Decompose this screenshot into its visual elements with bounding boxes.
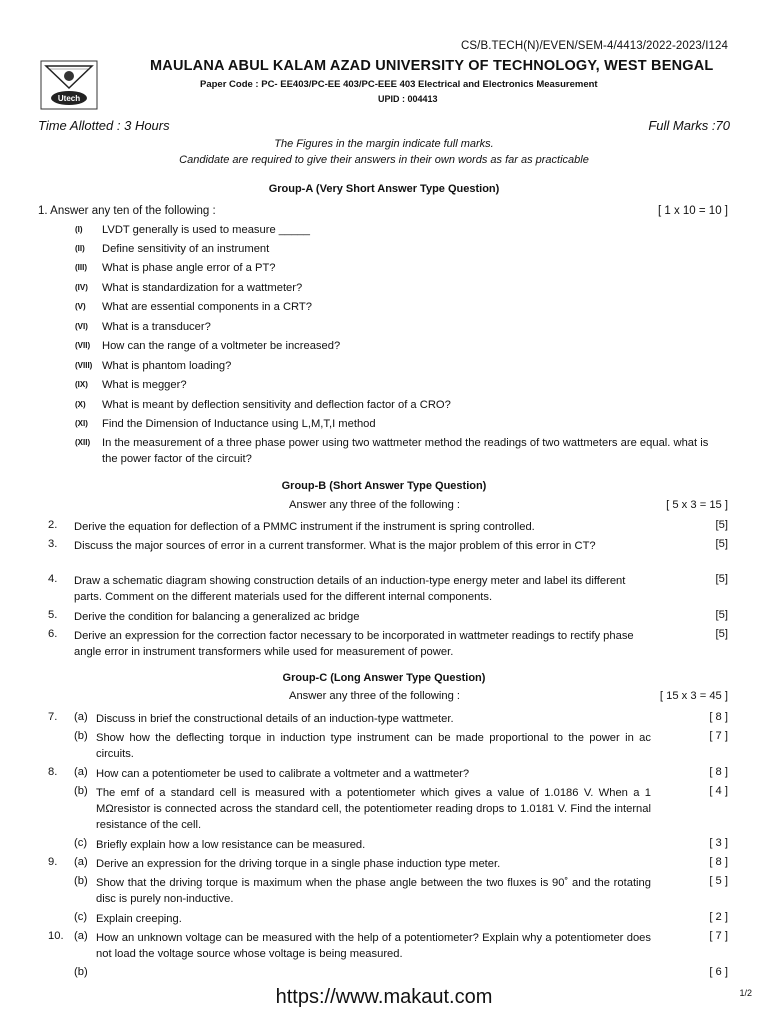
question-text: Draw a schematic diagram showing construction details of an induction-type energy meter and label its different parts. Comment on the different materials used for the different internal components.	[74, 575, 626, 603]
part-text: Show that the driving torque is maximum when the phase angle between the two fluxes is 90˚ and the rotating disc is purely non-inductive.	[96, 877, 651, 905]
part-marks: [ 4 ]	[709, 785, 728, 797]
sub-question-text: Define sensitivity of an instrument	[102, 243, 270, 255]
sub-question-text: Find the Dimension of Inductance using L,M,T,I method	[102, 418, 376, 430]
part-text: Derive an expression for the driving torque in a single phase induction type meter.	[96, 858, 501, 870]
question-marks: [5]	[715, 519, 728, 531]
question-1-marks: [ 1 x 10 = 10 ]	[657, 205, 728, 217]
part-marks: [ 7 ]	[709, 930, 728, 942]
sub-question-number: (XII)	[75, 438, 91, 447]
group-c-title: Group-C (Long Answer Type Question)	[282, 672, 486, 684]
group-c-instruction: Answer any three of the following :	[289, 690, 461, 702]
part-label: (a)	[74, 711, 88, 723]
part-label: (b)	[74, 730, 88, 742]
question-text: Derive the equation for deflection of a PMMC instrument if the instrument is spring controlled.	[74, 521, 535, 533]
part-label: (b)	[74, 875, 88, 887]
group-a-title: Group-A (Very Short Answer Type Question)	[268, 183, 500, 195]
question-marks: [5]	[715, 609, 728, 621]
question-marks: [5]	[715, 573, 728, 585]
part-label: (a)	[74, 856, 88, 868]
question-text: Discuss the major sources of error in a current transformer. What is the major problem of this error in CT?	[74, 540, 596, 552]
part-text: The emf of a standard cell is measured with a potentiometer which gives a value of 1.0186 V. When a 1 MΩresistor is connected across the standard cell, the potentiometer reading drops to 1.0181 V. Find the internal resistance of the cell.	[96, 787, 651, 831]
group-b-title: Group-B (Short Answer Type Question)	[281, 480, 487, 492]
question-number: 9.	[48, 856, 58, 868]
part-marks: [ 2 ]	[709, 911, 728, 923]
time-allotted: Time Allotted : 3 Hours	[38, 118, 170, 133]
part-label: (b)	[74, 966, 88, 978]
group-b-marks: [ 5 x 3 = 15 ]	[666, 499, 728, 511]
instruction-own-words: Candidate are required to give their answers in their own words as far as practicable	[179, 154, 589, 166]
part-label: (a)	[74, 766, 88, 778]
question-number: 7.	[48, 711, 58, 723]
sub-question-text: How can the range of a voltmeter be increased?	[102, 340, 341, 352]
part-label: (c)	[74, 911, 88, 923]
part-label: (b)	[74, 785, 88, 797]
sub-question-number: (V)	[75, 302, 86, 311]
sub-question-text: What are essential components in a CRT?	[102, 301, 312, 313]
question-marks: [5]	[715, 628, 728, 640]
sub-question-number: (IV)	[75, 283, 88, 292]
sub-question-number: (VI)	[75, 322, 88, 331]
part-marks: [ 8 ]	[709, 856, 728, 868]
part-marks: [ 8 ]	[709, 766, 728, 778]
part-label: (a)	[74, 930, 88, 942]
part-text: Briefly explain how a low resistance can be measured.	[96, 839, 366, 851]
part-label: (c)	[74, 837, 88, 849]
sub-question-number: (III)	[75, 263, 87, 272]
paper-code: Paper Code : PC- EE403/PC-EE 403/PC-EEE 403 Electrical and Electronics Measurement	[200, 79, 598, 90]
question-number: 8.	[48, 766, 58, 778]
sub-question-number: (VII)	[75, 341, 91, 350]
group-b-instruction: Answer any three of the following :	[289, 499, 461, 511]
sub-question-text: What is meant by deflection sensitivity and deflection factor of a CRO?	[102, 399, 451, 411]
part-text: How an unknown voltage can be measured with the help of a potentiometer? Explain why a potentiometer does not load the voltage source whose voltage is being measured.	[96, 932, 651, 960]
sub-question-text: What is standardization for a wattmeter?	[102, 282, 303, 294]
part-text: Discuss in brief the constructional details of an induction-type wattmeter.	[96, 713, 454, 725]
question-number: 2.	[48, 519, 58, 531]
part-text: Explain creeping.	[96, 913, 182, 925]
sub-question-number: (II)	[75, 244, 85, 253]
question-number: 3.	[48, 538, 58, 550]
full-marks: Full Marks :70	[648, 118, 730, 133]
question-number: 5.	[48, 609, 58, 621]
part-marks: [ 7 ]	[709, 730, 728, 742]
sub-question-text: What is phantom loading?	[102, 360, 232, 372]
source-url: https://www.makaut.com	[275, 986, 493, 1008]
question-number: 6.	[48, 628, 58, 640]
paper-serial-code: CS/B.TECH(N)/EVEN/SEM-4/4413/2022-2023/I124	[460, 40, 728, 52]
part-marks: [ 3 ]	[709, 837, 728, 849]
question-marks: [5]	[715, 538, 728, 550]
instruction-marks: The Figures in the margin indicate full marks.	[274, 138, 494, 150]
question-text: Derive an expression for the correction factor necessary to be incorporated in wattmeter readings to rectify phase angle error in instrument transformers while used for measurement of power.	[74, 630, 634, 658]
sub-question-text: In the measurement of a three phase power using two wattmeter method the readings of two wattmeters are equal. what is the power factor of the circuit?	[102, 437, 709, 465]
page-number: 1/2	[739, 988, 752, 998]
question-1-prompt: 1. Answer any ten of the following :	[38, 205, 216, 217]
question-number: 4.	[48, 573, 58, 585]
part-marks: [ 6 ]	[709, 966, 728, 978]
question-text: Derive the condition for balancing a generalized ac bridge	[74, 611, 360, 623]
sub-question-text: LVDT generally is used to measure _____	[102, 224, 310, 236]
sub-question-number: (VIII)	[75, 361, 93, 370]
sub-question-number: (IX)	[75, 380, 88, 389]
part-marks: [ 8 ]	[709, 711, 728, 723]
group-c-marks: [ 15 x 3 = 45 ]	[659, 690, 728, 702]
question-number: 10.	[48, 930, 64, 942]
university-name: MAULANA ABUL KALAM AZAD UNIVERSITY OF TECHNOLOGY, WEST BENGAL	[150, 58, 714, 74]
university-logo	[40, 60, 98, 110]
sub-question-text: What is phase angle error of a PT?	[102, 262, 276, 274]
logo-lettering: Utech	[57, 94, 81, 103]
sub-question-number: (X)	[75, 400, 86, 409]
sub-question-number: (XI)	[75, 419, 88, 428]
sub-question-number: (I)	[75, 225, 83, 234]
sub-question-text: What is megger?	[102, 379, 187, 391]
upid: UPID : 004413	[378, 94, 438, 104]
part-text: How can a potentiometer be used to calibrate a voltmeter and a wattmeter?	[96, 768, 470, 780]
part-text: Show how the deflecting torque in induction type instrument can be made proportional to the power in ac circuits.	[96, 732, 651, 760]
part-marks: [ 5 ]	[709, 875, 728, 887]
sub-question-text: What is a transducer?	[102, 321, 211, 333]
